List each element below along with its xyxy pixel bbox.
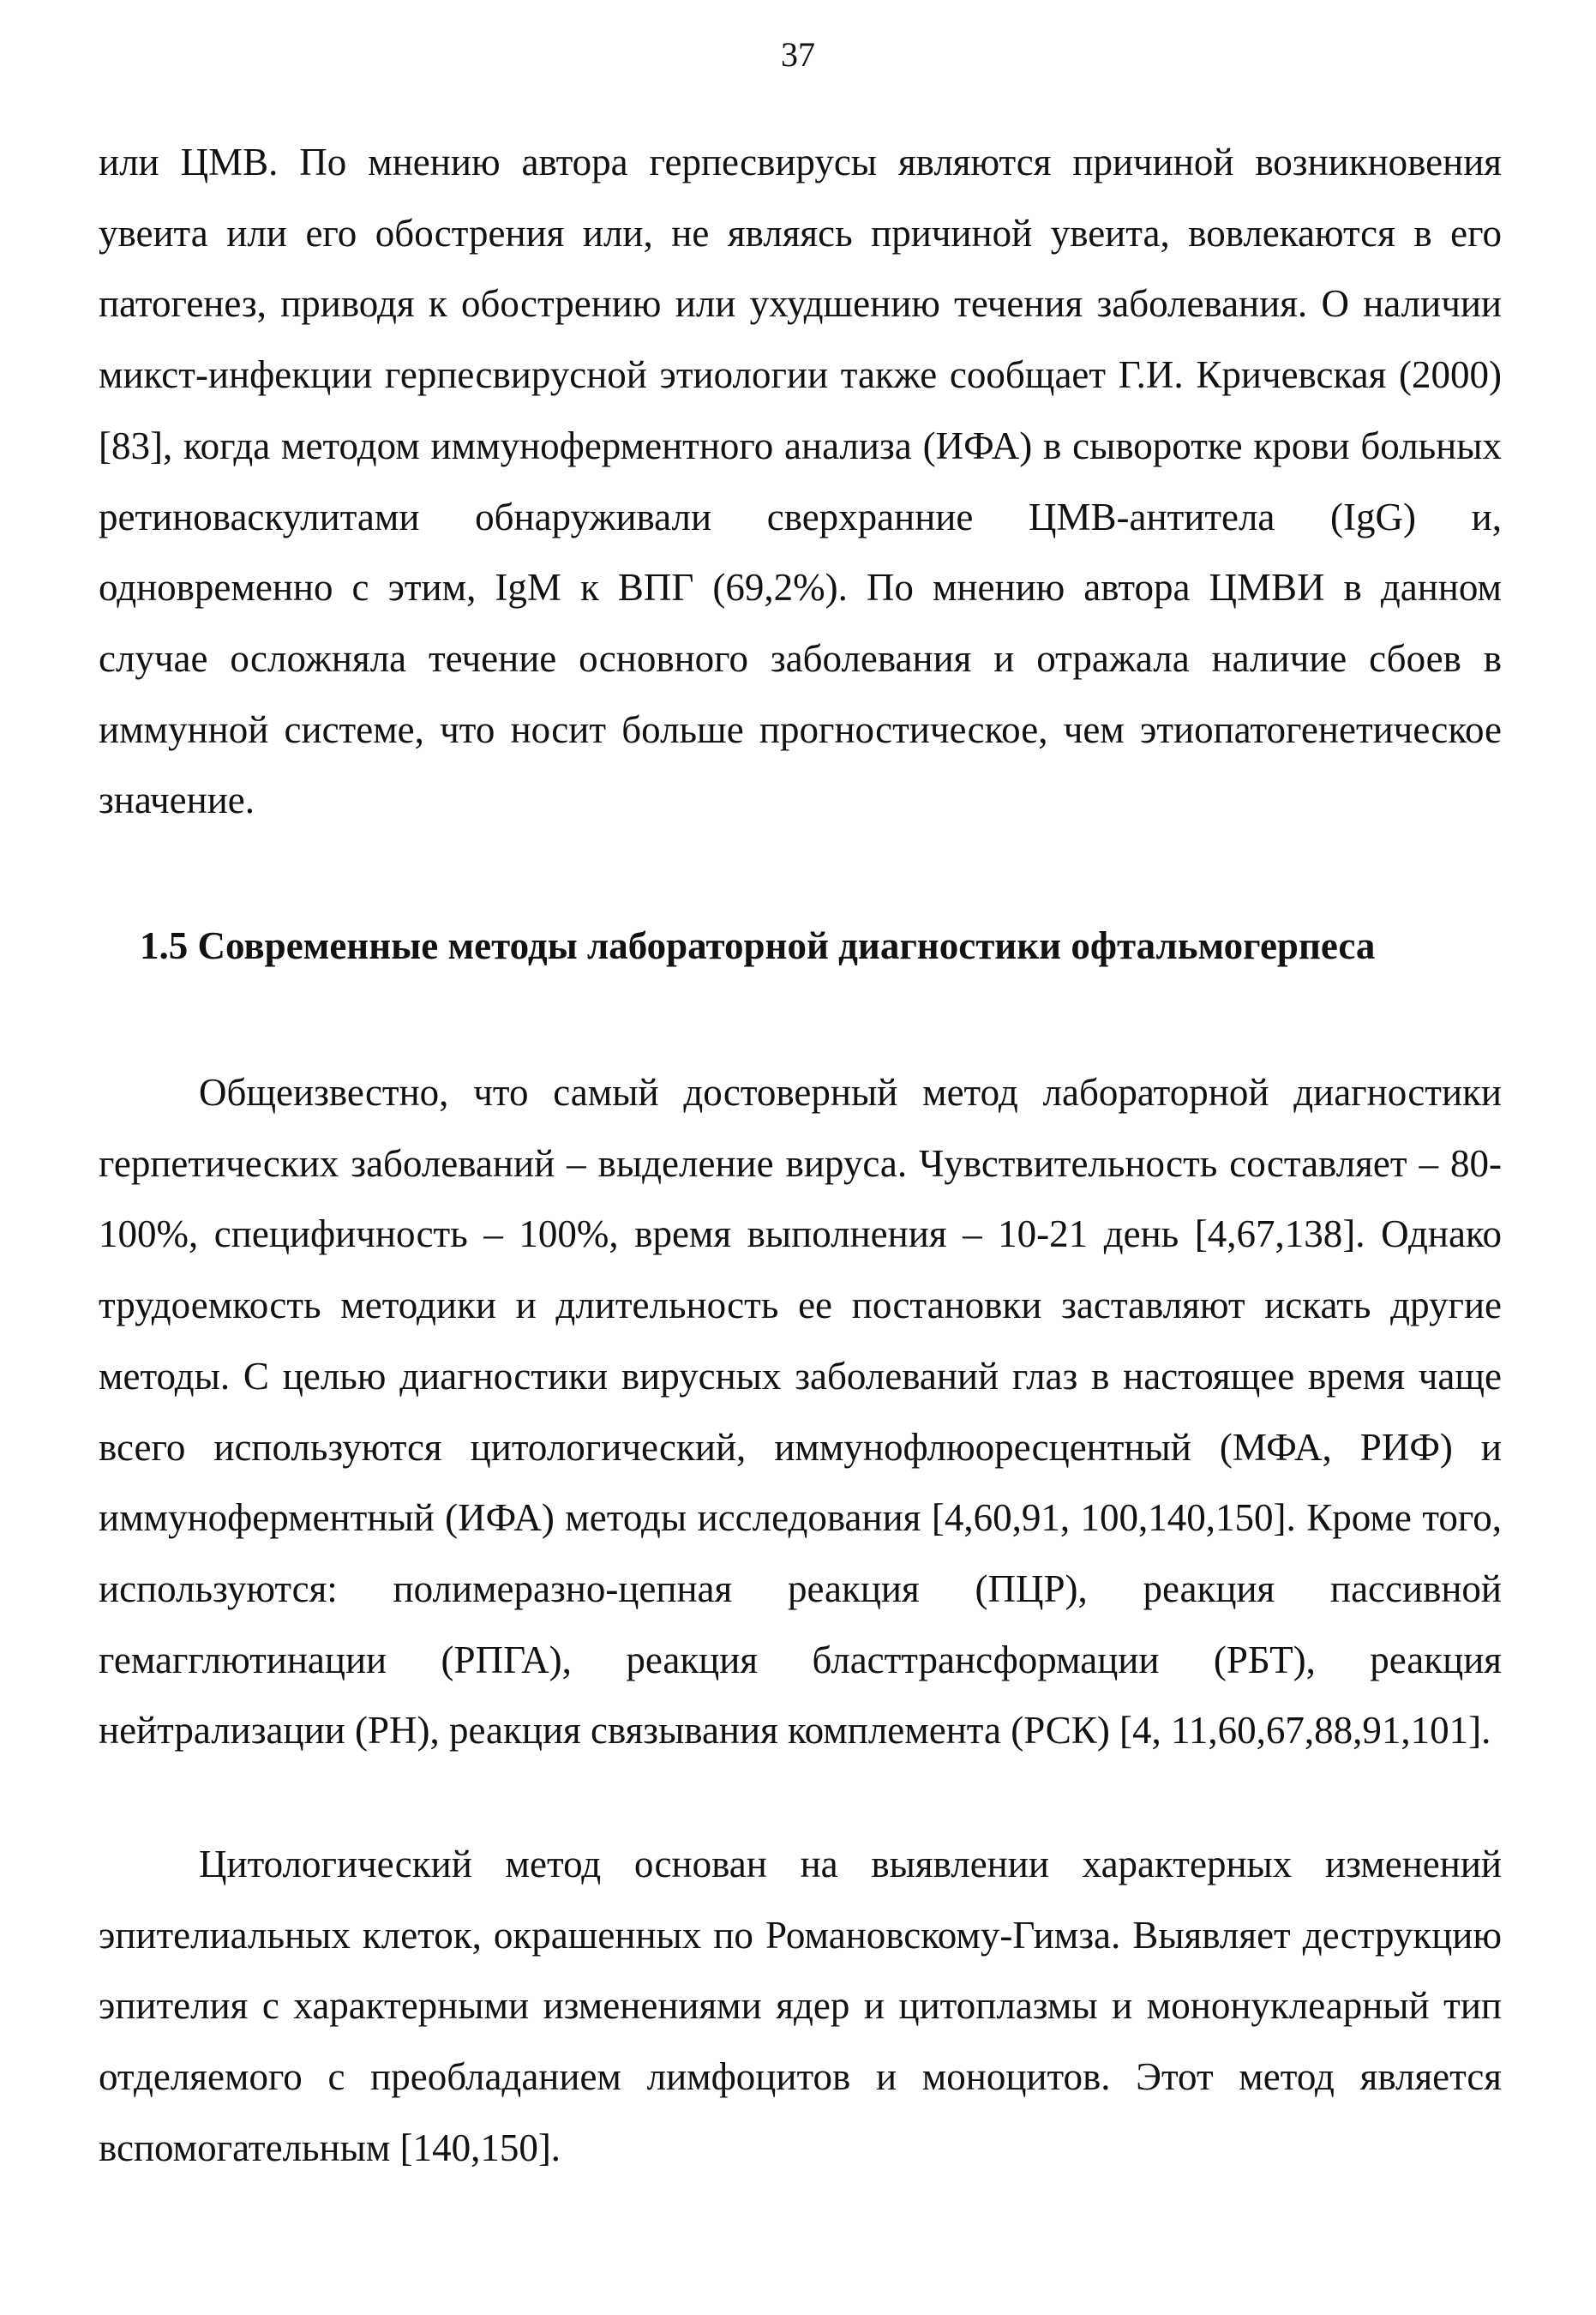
paragraph-cytological-method: Цитологический метод основан на выявлении характерных изменений эпителиальных клеток, окрашенных по Романовскому-Гимза. Выявляет деструкцию эпителия с характерными изменениями ядер и цитоплазмы и мононуклеарный тип отделяемого с преобладанием лимфоцитов и моноцитов. Этот метод является вспомогательным [140,150].	[99, 1843, 1502, 2169]
paragraph-lab-methods: Общеизвестно, что самый достоверный метод лабораторной диагностики герпетических заболеваний – выделение вируса. Чувствительность составляет – 80-100%, специфичность – 100%, время выполнения – 10-21 день [4,67,138]. Однако трудоемкость методики и длительность ее постановки заставляют искать другие методы. С целью диагностики вирусных заболеваний глаз в настоящее время чаще всего используются цитологический, иммунофлюоресцентный (МФА, РИФ) и иммуноферментный (ИФА) методы исследования [4,60,91, 100,140,150]. Кроме того, используются: полимеразно-цепная реакция (ПЦР), реакция пассивной гемагглютинации (РПГА), реакция бласттрансформации (РБТ), реакция нейтрализации (РН), реакция связывания комплемента (РСК) [4, 11,60,67,88,91,101].	[99, 1071, 1502, 1753]
continuation-paragraph: или ЦМВ. По мнению автора герпесвирусы являются причиной возникновения увеита или его обострения или, не являясь причиной увеита, вовлекаются в его патогенез, приводя к обострению или ухудшению течения заболевания. О наличии микст-инфекции герпесвирусной этиологии также сообщает Г.И. Кричевская (2000) [83], когда методом иммуноферментного анализа (ИФА) в сыворотке крови больных ретиноваскулитами обнаруживали сверхранние ЦМВ-антитела (IgG) и, одновременно с этим, IgM к ВПГ (69,2%). По мнению автора ЦМВИ в данном случае осложняла течение основного заболевания и отражала наличие сбоев в иммунной системе, что носит больше прогностическое, чем этиопатогенетическое значение.	[99, 141, 1502, 822]
page-number: 37	[781, 35, 815, 74]
section-heading: 1.5 Современные методы лабораторной диагностики офтальмогерпеса	[140, 924, 1376, 967]
